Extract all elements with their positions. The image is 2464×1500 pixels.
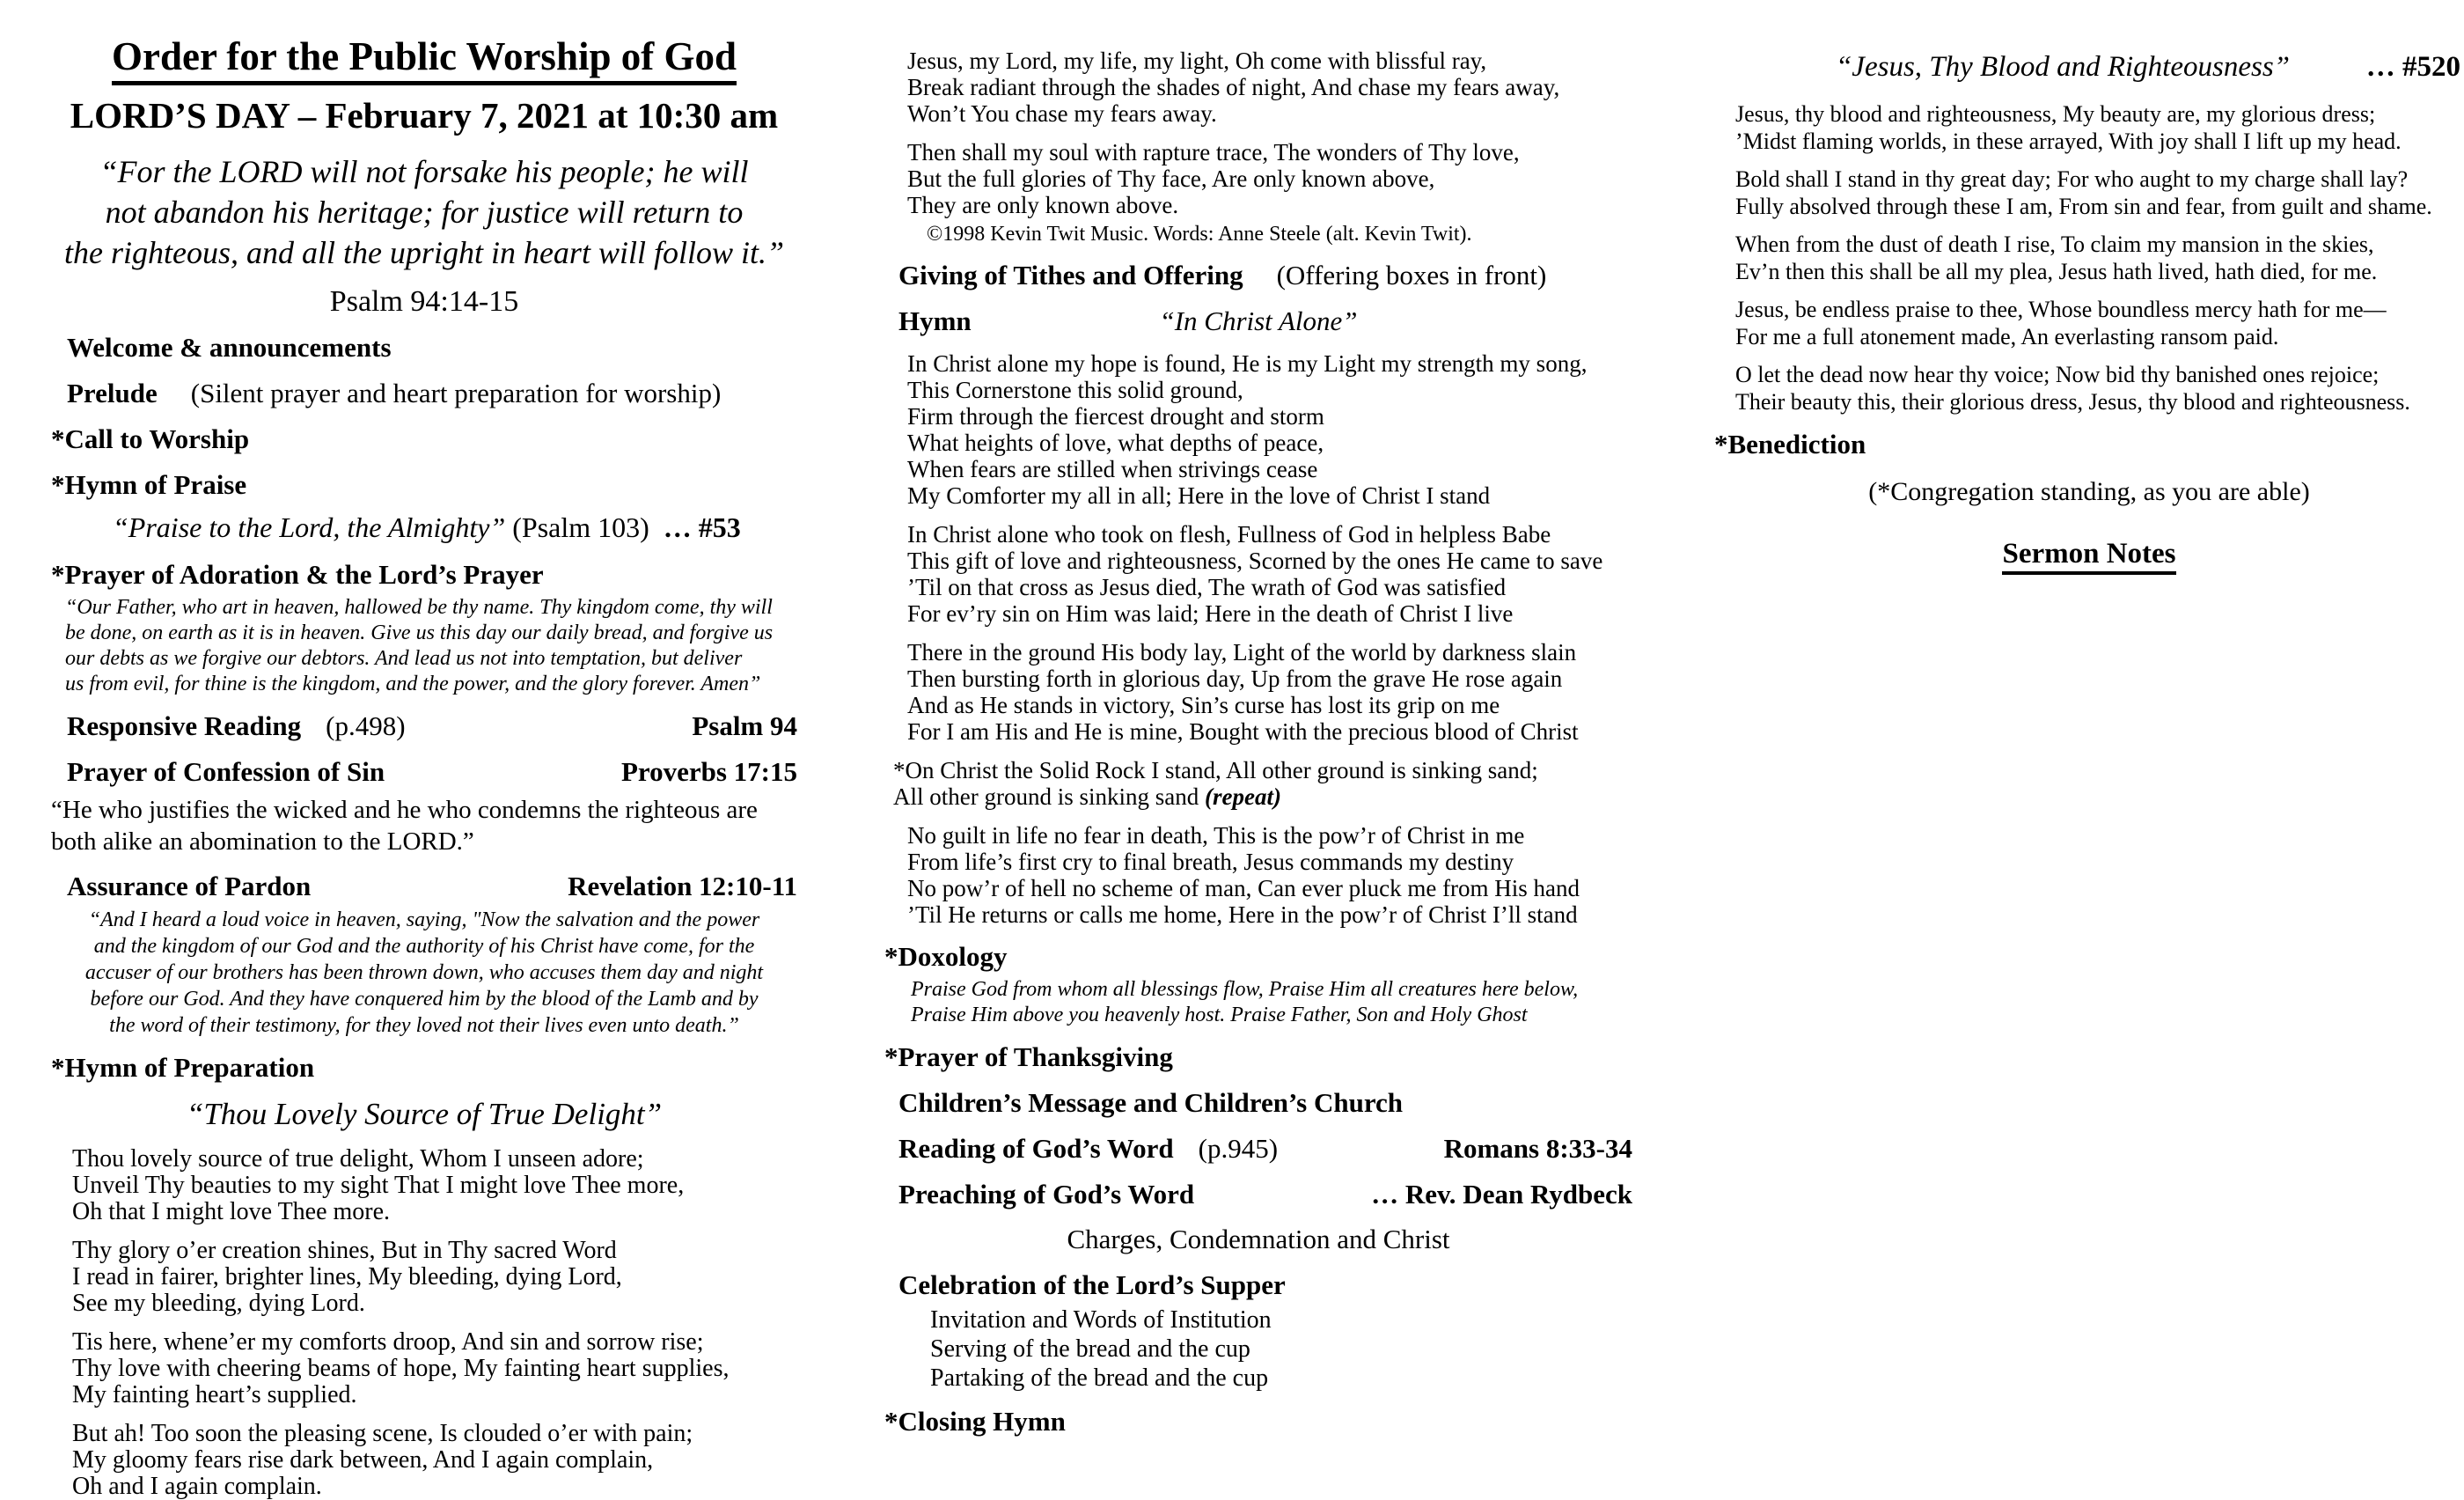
closing-hymn-title: “Jesus, Thy Blood and Righteousness” [1835, 51, 2291, 83]
item-hymn-of-praise: *Hymn of Praise [51, 469, 247, 500]
text-line: not abandon his heritage; for justice will return to [105, 195, 744, 230]
confession-quote [51, 794, 797, 857]
item-closing-hymn: *Closing Hymn [884, 1406, 1066, 1437]
text-line: This gift of love and righteousness, Scorned by the ones He came to save [907, 548, 1603, 574]
text-line: Then shall my soul with rapture trace, The wonders of Thy love, [907, 139, 1520, 165]
column-order-of-worship [51, 32, 797, 1500]
hymn-of-praise-title-line [51, 509, 797, 546]
hymn-stanza [1714, 100, 2464, 155]
text-line: This Cornerstone this solid ground, [907, 377, 1243, 403]
closing-hymn-title-row [1714, 48, 2464, 90]
text-line: Serving of the bread and the cup [930, 1335, 1250, 1363]
text-line: When fears are stilled when strivings cease [907, 456, 1318, 482]
text-line: My gloomy fears rise dark between, And I again complain, [72, 1446, 654, 1474]
item-benediction: *Benediction [1714, 429, 1866, 460]
text-line: Unveil Thy beauties to my sight That I might love Thee more, [72, 1172, 685, 1199]
item-tithes-and-offering [884, 258, 1632, 292]
sermon-title: Charges, Condemnation and Christ [1067, 1224, 1450, 1254]
text-line: accuser of our brothers has been thrown down, who accuses them day and night [84, 961, 764, 984]
reading-label: Reading of God’s Word [898, 1133, 1174, 1164]
text-line: Fully absolved through these I am, From sin and fear, from guilt and shame. [1735, 194, 2432, 219]
page-title-text: Order for the Public Worship of God [112, 34, 737, 85]
text-line: Invitation and Words of Institution [930, 1306, 1272, 1334]
text-line: And as He stands in victory, Sin’s curse has lost its grip on me [907, 692, 1500, 718]
hymn-label: Hymn [898, 305, 972, 336]
reading-page: (p.945) [1198, 1133, 1279, 1164]
text-line: There in the ground His body lay, Light of the world by darkness slain [907, 639, 1577, 665]
responsive-reading-page: (p.498) [326, 710, 406, 741]
text-line: “He who justifies the wicked and he who condemns the righteous are [51, 796, 758, 824]
text-line: Oh that I might love Thee more. [72, 1198, 391, 1225]
text-line [893, 783, 1632, 810]
text-line: Praise Him above you heavenly host. Praise Father, Son and Holy Ghost [911, 1004, 1528, 1026]
epigraph-quote [51, 151, 797, 273]
standing-note: (*Congregation standing, as you are able) [1868, 477, 2310, 506]
text-line: our debts as we forgive our debtors. And lead us not into temptation, but deliver [65, 647, 743, 670]
text-line: be done, on earth as it is in heaven. Give us this day our daily bread, and forgive us [65, 621, 774, 644]
text-line: For ev’ry sin on Him was laid; Here in the death of Christ I live [907, 600, 1514, 627]
hymn-stanza [1714, 361, 2464, 415]
item-childrens-message: Children’s Message and Children’s Church [898, 1087, 1404, 1118]
hymn-stanza [51, 1146, 797, 1225]
text-line: Bold shall I stand in thy great day; For who aught to my charge shall lay? [1735, 166, 2409, 192]
text-line: From life’s first cry to final breath, Jesus commands my destiny [907, 849, 1514, 875]
item-offertory-hymn [884, 304, 1632, 338]
text-line: I read in fairer, brighter lines, My bleeding, dying Lord, [72, 1263, 622, 1290]
hymn-stanza [1714, 165, 2464, 220]
text-line: Won’t You chase my fears away. [907, 100, 1217, 127]
text-line: For me a full atonement made, An everlasting ransom paid. [1735, 324, 2279, 349]
refrain-line-1: *On Christ the Solid Rock I stand, All other ground is sinking sand; [893, 757, 1538, 783]
hymn-stanza [884, 639, 1632, 745]
item-responsive-reading [51, 709, 797, 743]
hymn-of-praise-number: … #53 [663, 511, 741, 543]
text-line: In Christ alone who took on flesh, Fullness of God in helpless Babe [907, 521, 1551, 548]
text-line: In Christ alone my hope is found, He is my Light my strength my song, [907, 350, 1588, 377]
text-line: Praise God from whom all blessings flow, Praise Him all creatures here below, [911, 978, 1579, 1001]
preaching-label: Preaching of God’s Word [898, 1179, 1195, 1210]
text-line: Ev’n then this shall be all my plea, Jesus hath lived, hath died, for me. [1735, 259, 2378, 284]
hymn-of-praise-title: “Praise to the Lord, the Almighty” [113, 511, 506, 543]
closing-hymn-number: … #520 [2365, 51, 2460, 83]
text-line: Jesus, be endless praise to thee, Whose boundless mercy hath for me— [1735, 297, 2387, 322]
confession-ref: Proverbs 17:15 [620, 756, 797, 787]
text-line: “And I heard a loud voice in heaven, saying, "Now the salvation and the power [88, 908, 760, 931]
text-line: both alike an abomination to the LORD.” [51, 827, 474, 856]
text-line: They are only known above. [907, 192, 1179, 218]
text-line: before our God. And they have conquered him by the blood of the Lamb and by [90, 988, 759, 1011]
text-line: ’Midst flaming worlds, in these arrayed, With joy shall I lift up my head. [1735, 129, 2402, 154]
text-line: Jesus, my Lord, my life, my light, Oh come with blissful ray, [907, 48, 1487, 74]
hymn-stanza [884, 139, 1632, 218]
text-line: Firm through the fiercest drought and storm [907, 403, 1324, 430]
text-line: Break radiant through the shades of night, And chase my fears away, [907, 74, 1560, 100]
page-title [51, 32, 797, 81]
text-line: ’Til He returns or calls me home, Here in the pow’r of Christ I’ll stand [907, 901, 1578, 928]
text-line: See my bleeding, dying Lord. [72, 1290, 365, 1317]
item-call-to-worship: *Call to Worship [51, 423, 250, 454]
text-line: No pow’r of hell no scheme of man, Can ever pluck me from His hand [907, 875, 1580, 901]
hymn-stanza [884, 822, 1632, 928]
assurance-quote [51, 907, 797, 1039]
text-line: the word of their testimony, for they loved not their lives even unto death.” [109, 1014, 739, 1037]
text-line: Jesus, thy blood and righteousness, My beauty are, my glorious dress; [1735, 101, 2376, 127]
text-line: Thy love with cheering beams of hope, My fainting heart supplies, [72, 1355, 730, 1382]
text-line [893, 757, 1632, 783]
preacher-name: … Rev. Dean Rydbeck [1371, 1179, 1632, 1210]
text-line: the righteous, and all the upright in heart will follow it.” [63, 235, 785, 270]
reading-left [898, 1131, 1278, 1165]
text-line: When from the dust of death I rise, To claim my mansion in the skies, [1735, 232, 2374, 257]
text-line: Oh and I again complain. [72, 1473, 322, 1500]
assurance-ref: Revelation 12:10-11 [568, 871, 797, 901]
lords-supper-steps [884, 1305, 1632, 1393]
item-prayer-of-adoration: *Prayer of Adoration & the Lord’s Prayer [51, 559, 544, 590]
text-line: Thou lovely source of true delight, Whom I unseen adore; [72, 1145, 644, 1173]
refrain-stanza [884, 757, 1632, 810]
hymn-stanza [51, 1329, 797, 1408]
item-prayer-of-thanksgiving: *Prayer of Thanksgiving [884, 1041, 1173, 1072]
refrain-line-2: All other ground is sinking sand [893, 783, 1205, 810]
text-line: us from evil, for thine is the kingdom, and the power, and the glory forever. Amen” [65, 673, 761, 695]
responsive-reading-left [67, 709, 406, 743]
doxology-text [884, 977, 1632, 1028]
hymn-stanza [51, 1421, 797, 1500]
hymn-stanza [884, 350, 1632, 509]
tithes-label: Giving of Tithes and Offering [898, 260, 1243, 290]
column-middle [884, 48, 1632, 1438]
text-line: “For the LORD will not forsake his people; he will [99, 154, 749, 189]
hymn-copyright: ©1998 Kevin Twit Music. Words: Anne Steele (alt. Kevin Twit). [927, 223, 1472, 246]
item-welcome: Welcome & announcements [67, 332, 392, 363]
text-line: But the full glories of Thy face, Are only known above, [907, 165, 1435, 192]
item-lords-supper: Celebration of the Lord’s Supper [898, 1269, 1286, 1300]
sermon-notes-text: Sermon Notes [2002, 538, 2175, 575]
hymn-of-praise-ref: (Psalm 103) [512, 511, 649, 543]
text-line: “Our Father, who art in heaven, hallowed be thy name. Thy kingdom come, thy will [65, 596, 773, 619]
assurance-label: Assurance of Pardon [67, 871, 312, 901]
service-date: LORD’S DAY – February 7, 2021 at 10:30 am [70, 95, 779, 136]
hymn-stanza [884, 48, 1632, 127]
prelude-label: Prelude [67, 378, 158, 408]
hymn-of-preparation-title: “Thou Lovely Source of True Delight” [186, 1097, 663, 1131]
text-line: O let the dead now hear thy voice; Now bid thy banished ones rejoice; [1735, 362, 2380, 387]
text-line: and the kingdom of our God and the authority of his Christ have come, for the [93, 935, 755, 958]
prelude-note: (Silent prayer and heart preparation for worship) [190, 378, 722, 408]
text-line: ’Til on that cross as Jesus died, The wrath of God was satisfied [907, 574, 1507, 600]
text-line: My fainting heart’s supplied. [72, 1381, 357, 1408]
item-reading-of-gods-word [884, 1131, 1632, 1165]
hymn-stanza [1714, 296, 2464, 350]
tithes-note: (Offering boxes in front) [1276, 260, 1547, 290]
text-line: Tis here, whene’er my comforts droop, And sin and sorrow rise; [72, 1328, 704, 1356]
offertory-hymn-title: “In Christ Alone” [1159, 305, 1358, 336]
text-line: Their beauty this, their glorious dress, Jesus, thy blood and righteousness. [1735, 389, 2410, 415]
item-preaching-of-gods-word [884, 1177, 1632, 1211]
text-line: Then bursting forth in glorious day, Up from the grave He rose again [907, 665, 1563, 692]
text-line: But ah! Too soon the pleasing scene, Is clouded o’er with pain; [72, 1420, 693, 1447]
sermon-notes-heading [1714, 535, 2464, 572]
item-prelude [51, 376, 797, 410]
text-line: No guilt in life no fear in death, This is the pow’r of Christ in me [907, 822, 1525, 849]
text-line: My Comforter my all in all; Here in the love of Christ I stand [907, 482, 1491, 509]
column-right [1714, 48, 2464, 572]
item-doxology: *Doxology [884, 941, 1008, 972]
text-line: For I am His and He is mine, Bought with the precious blood of Christ [907, 718, 1579, 745]
epigraph-reference: Psalm 94:14-15 [329, 285, 519, 318]
hymn-stanza [884, 521, 1632, 627]
item-assurance-of-pardon [51, 869, 797, 903]
hymn-stanza [1714, 231, 2464, 285]
item-hymn-of-preparation: *Hymn of Preparation [51, 1052, 315, 1083]
item-prayer-of-confession [51, 754, 797, 789]
repeat-note: (repeat) [1204, 783, 1281, 810]
lords-prayer-text [51, 595, 797, 697]
hymn-stanza [51, 1238, 797, 1317]
confession-label: Prayer of Confession of Sin [67, 756, 385, 787]
responsive-reading-label: Responsive Reading [67, 710, 302, 741]
text-line: What heights of love, what depths of peace, [907, 430, 1324, 456]
reading-ref: Romans 8:33-34 [1443, 1133, 1632, 1164]
responsive-reading-ref: Psalm 94 [692, 710, 797, 741]
text-line: Thy glory o’er creation shines, But in Thy sacred Word [72, 1237, 617, 1264]
text-line: Partaking of the bread and the cup [930, 1364, 1269, 1392]
